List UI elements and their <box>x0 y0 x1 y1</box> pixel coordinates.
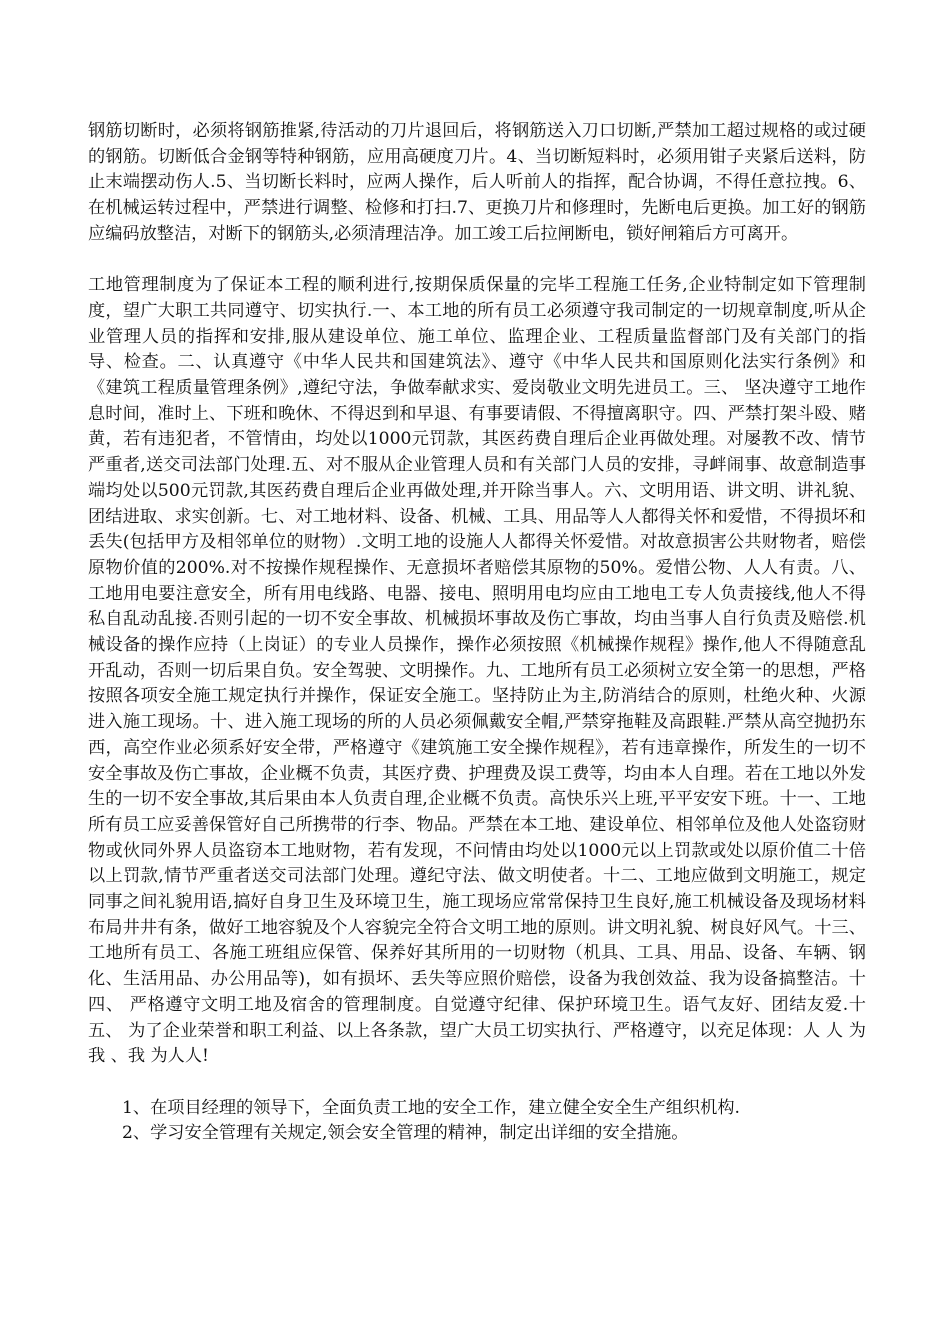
paragraph-spacer <box>88 1070 866 1096</box>
paragraph-site-management-rules: 工地管理制度为了保证本工程的顺利进行,按期保质保量的完毕工程施工任务,企业特制定如下管理制度，望广大职工共同遵守、切实执行.一、本工地的所有员工必须遵守我司制定的一切规章制度,听从企业管理人员的指挥和安排,服从建设单位、施工单位、监理企业、工程质量监督部门及有关部门的指导、检查。二、认真遵守《中华人民共和国建筑法》、遵守《中华人民共和国原则化法实行条例》和《建筑工程质量管理条例》,遵纪守法，争做奉献求实、爱岗敬业文明先进员工。三、 坚决遵守工地作息时间，准时上、下班和晚休、不得迟到和早退、有事要请假、不得擅离职守。四、严禁打架斗殴、赌黄，若有违犯者，不管情由，均处以1000元罚款，其医药费自理后企业再做处理。对屡教不改、情节严重者,送交司法部门处理.五、对不服从企业管理人员和有关部门人员的安排，寻衅闹事、故意制造事端均处以500元罚款,其医药费自理后企业再做处理,并开除当事人。六、文明用语、讲文明、讲礼貌、团结进取、求实创新。七、对工地材料、设备、机械、工具、用品等人人都得关怀和爱惜，不得损坏和丢失(包括甲方及相邻单位的财物）.文明工地的设施人人都得关怀爱惜。对故意损害公共财物者，赔偿原物价值的200%.对不按操作规程操作、无意损坏者赔偿其原物的50%。爱惜公物、人人有责。八、工地用电要注意安全，所有用电线路、电器、接电、照明用电均应由工地电工专人负责接线,他人不得私自乱动乱接.否则引起的一切不安全事故、机械损坏事故及伤亡事故，均由当事人自行负责及赔偿.机械设备的操作应持（上岗证）的专业人员操作，操作必须按照《机械操作规程》操作,他人不得随意乱开乱动，否则一切后果自负。安全驾驶、文明操作。九、工地所有员工必须树立安全第一的思想，严格按照各项安全施工规定执行并操作，保证安全施工。坚持防止为主,防消结合的原则，杜绝火种、火源进入施工现场。十、进入施工现场的所的人员必须佩戴安全帽,严禁穿拖鞋及高跟鞋.严禁从高空抛扔东西，高空作业必须系好安全带，严格遵守《建筑施工安全操作规程》，若有违章操作，所发生的一切不安全事故及伤亡事故，企业概不负责，其医疗费、护理费及误工费等，均由本人自理。若在工地以外发生的一切不安全事故,其后果由本人负责自理,企业概不负责。高快乐兴上班,平平安安下班。十一、工地所有员工应妥善保管好自己所携带的行李、物品。严禁在本工地、建设单位、相邻单位及他人处盗窃财物或伙同外界人员盗窃本工地财物，若有发现，不问情由均处以1000元以上罚款或处以原价值二十倍以上罚款,情节严重者送交司法部门处理。遵纪守法、做文明使者。十二、工地应做到文明施工，规定同事之间礼貌用语,搞好自身卫生及环境卫生，施工现场应常常保持卫生良好,施工机械设备及现场材料布局井井有条，做好工地容貌及个人容貌完全符合文明工地的原则。讲文明礼貌、树良好风气。十三、工地所有员工、各施工班组应保管、保养好其所用的一切财物（机具、工具、用品、设备、车辆、钢化、生活用品、办公用品等)，如有损坏、丢失等应照价赔偿，设备为我创效益、我为设备搞整洁。十四、 严格遵守文明工地及宿舍的管理制度。自觉遵守纪律、保护环境卫生。语气友好、团结友爱.十五、 为了企业荣誉和职工利益、以上各条款，望广大员工切实执行、严格遵守，以充足体现：人 人 为 我 、我 为人人! <box>88 275 866 1067</box>
document-body <box>88 119 866 1147</box>
paragraph-spacer <box>88 248 866 274</box>
safety-duties-list <box>88 1096 866 1147</box>
list-item: 1、在项目经理的领导下，全面负责工地的安全工作，建立健全安全生产组织机构. <box>122 1097 740 1118</box>
list-item: 2、学习安全管理有关规定,领会安全管理的精神，制定出详细的安全措施。 <box>122 1123 689 1144</box>
paragraph-steel-cutting: 钢筋切断时，必须将钢筋推紧,待活动的刀片退回后，将钢筋送入刀口切断,严禁加工超过规格的或过硬的钢筋。切断低合金钢等特种钢筋，应用高硬度刀片。4、当切断短料时，必须用钳子夹紧后送料，防止末端摆动伤人.5、当切断长料时，应两人操作，后人听前人的指挥，配合协调，不得任意拉拽。6、在机械运转过程中，严禁进行调整、检修和打扫.7、更换刀片和修理时，先断电后更换。加工好的钢筋应编码放整洁，对断下的钢筋头,必须清理洁净。加工竣工后拉闸断电，锁好闸箱后方可离开。 <box>88 121 866 244</box>
